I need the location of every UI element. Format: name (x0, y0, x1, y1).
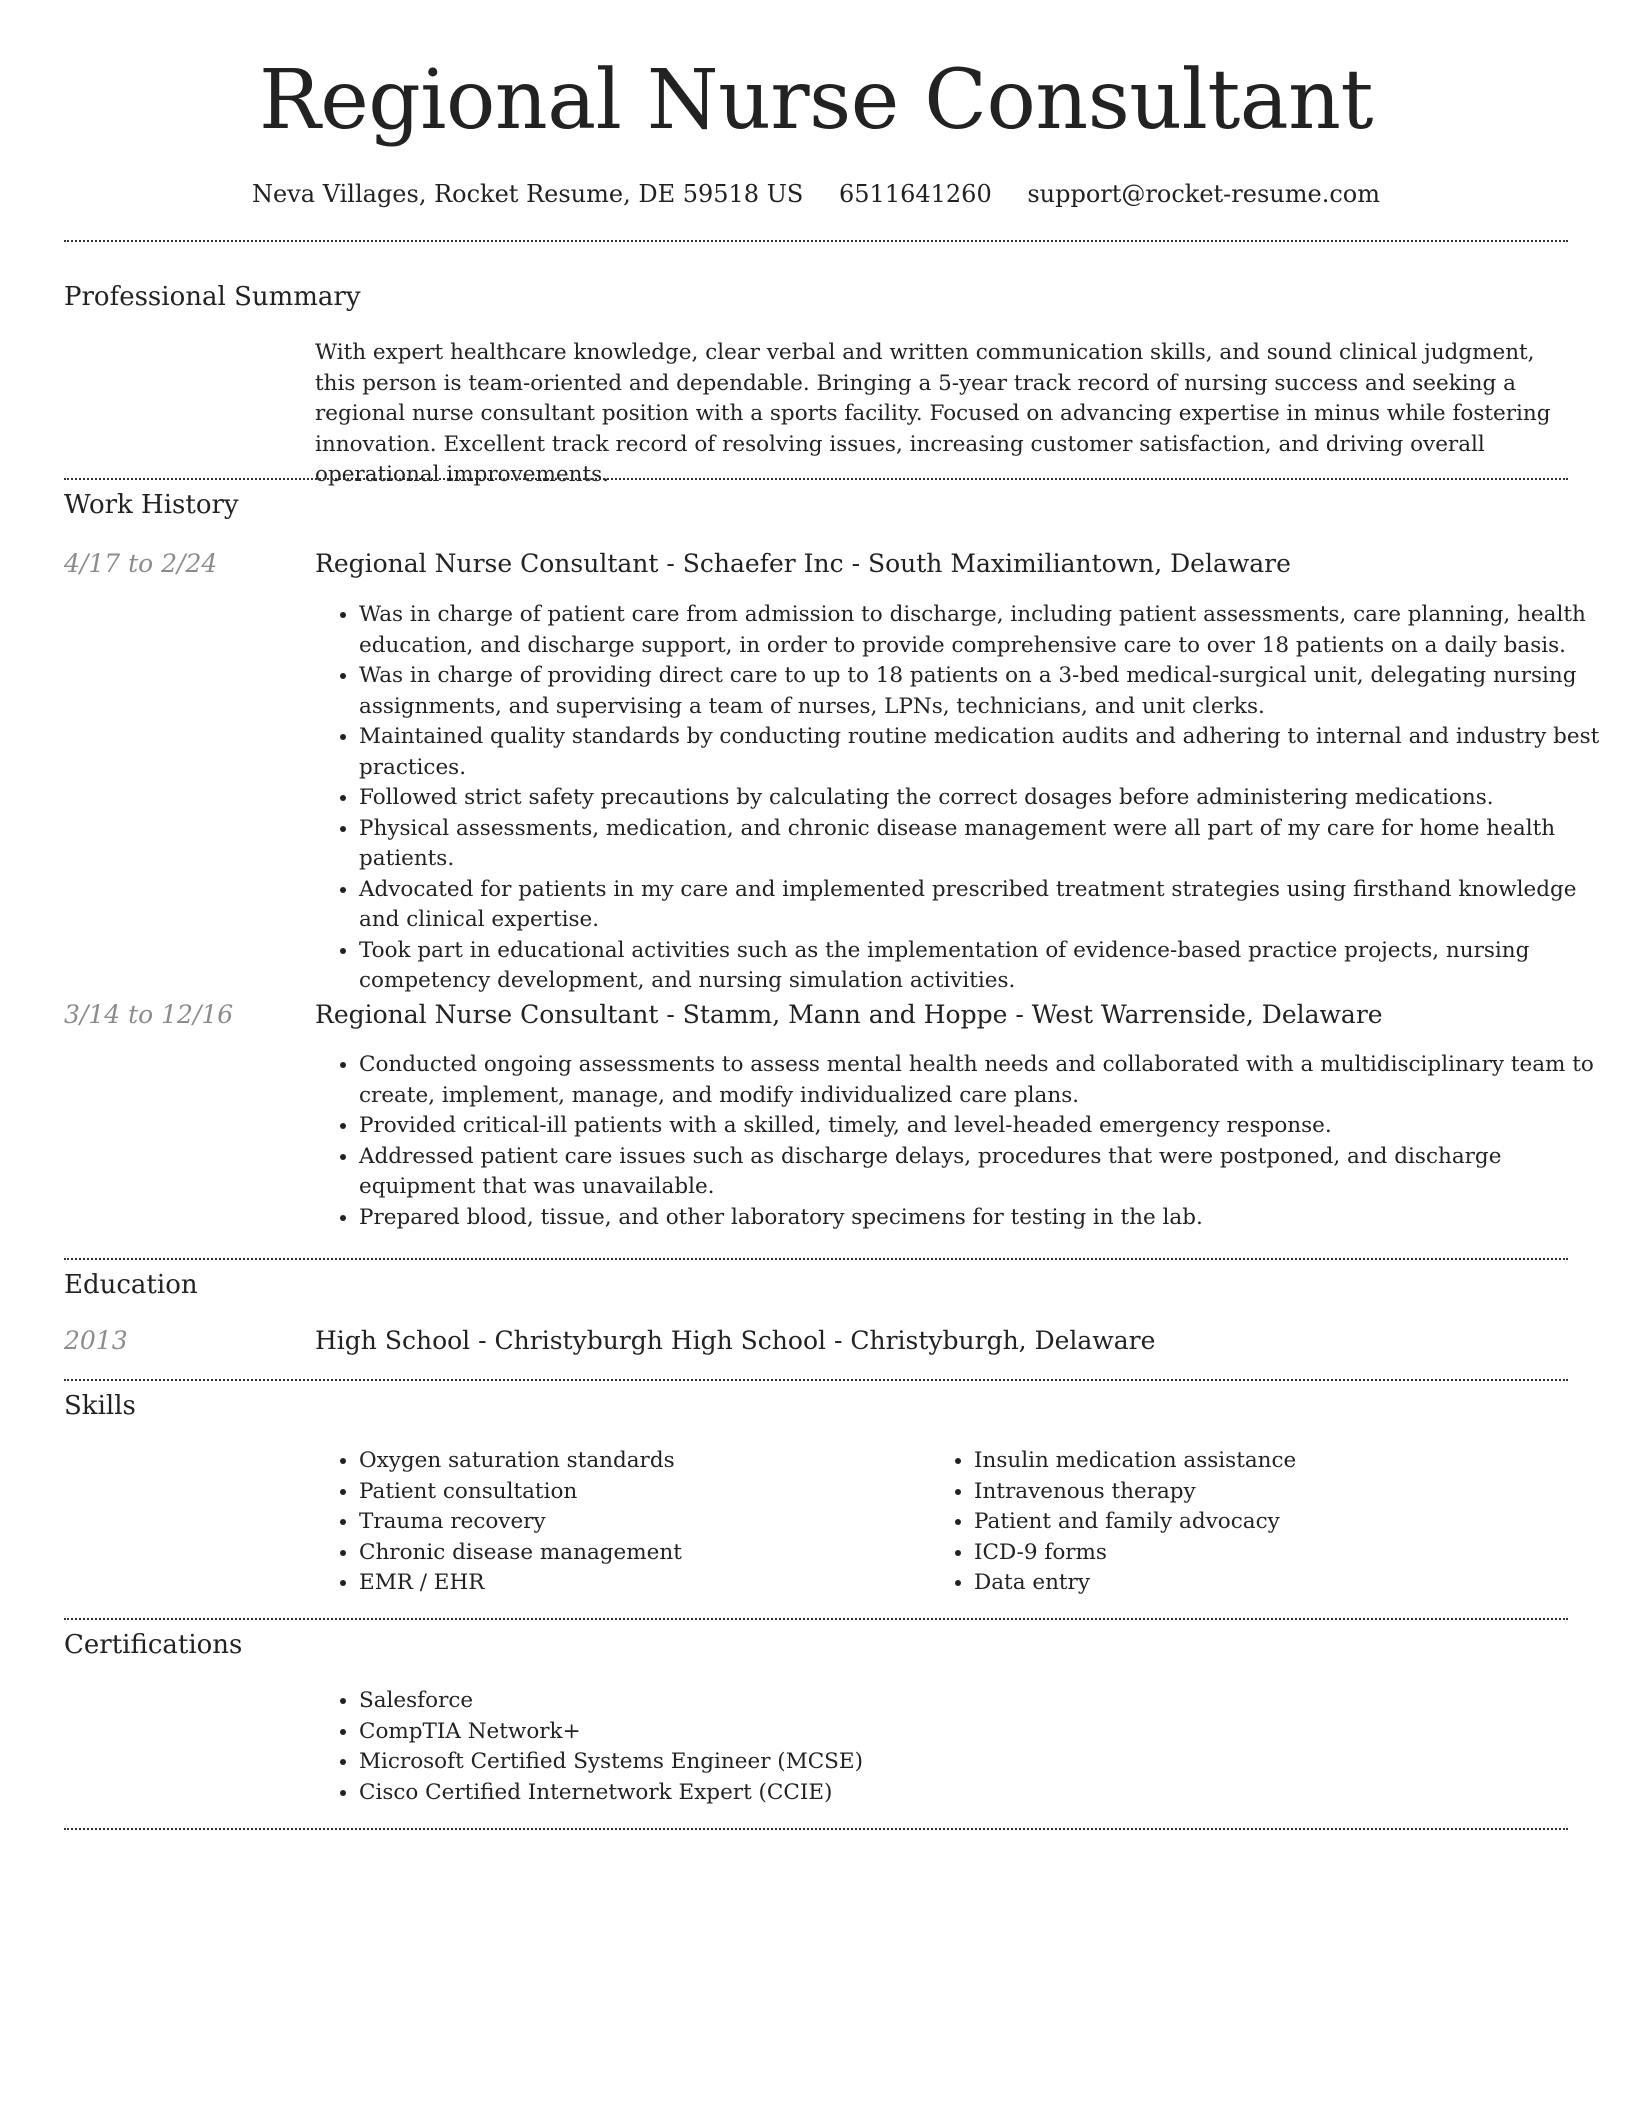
certifications-list (315, 1686, 1614, 1808)
job-bullet: • Advocated for patients in my care and implemented prescribed treatment strategies using firsthand knowledge and clinical expertise. (359, 875, 1614, 936)
job-heading: Regional Nurse Consultant - Schaefer Inc - South Maximiliantown, Delaware (315, 549, 1291, 578)
education-school: Christyburgh High School (494, 1326, 826, 1355)
work-history-heading: Work History (64, 490, 239, 520)
job-bullet: • Followed strict safety precautions by calculating the correct dosages before administering medications. (359, 783, 1614, 814)
skill-item: • Insulin medication assistance (974, 1446, 1534, 1477)
education-year: 2013 (64, 1326, 128, 1355)
job-dates: 3/14 to 12/16 (64, 1000, 234, 1029)
skill-item: • Trauma recovery (359, 1507, 919, 1538)
summary-heading: Professional Summary (64, 282, 361, 312)
job-company: Schaefer Inc (682, 549, 844, 578)
contact-email: support@rocket-resume.com (1027, 180, 1380, 208)
job-bullets (315, 1050, 1614, 1233)
contact-phone: 6511641260 (839, 180, 992, 208)
skill-item: • ICD-9 forms (974, 1538, 1534, 1569)
summary-text: With expert healthcare knowledge, clear verbal and written communication skills, and sound clinical judgment, this person is team-oriented and dependable. Bringing a 5-year track record of nursing success and seeking a regional nurse consultant position with a sports facility. Focused on advancing expertise in minus while fostering innovation. Excellent track record of resolving issues, increasing customer satisfaction, and driving overall operational improvements. (315, 340, 1551, 487)
job-bullets (315, 600, 1614, 997)
skill-item: • Data entry (974, 1568, 1534, 1599)
section-divider (64, 240, 1568, 242)
skill-item: • Patient and family advocacy (974, 1507, 1534, 1538)
skill-item: • Patient consultation (359, 1477, 919, 1508)
education-degree: High School (315, 1326, 471, 1355)
job-bullet: • Addressed patient care issues such as discharge delays, procedures that were postponed, and discharge equipment that was unavailable. (359, 1142, 1614, 1203)
job-bullet: • Was in charge of providing direct care to up to 18 patients on a 3-bed medical-surgical unit, delegating nursing assignments, and supervising a team of nurses, LPNs, technicians, and unit clerks. (359, 661, 1614, 722)
job-title: Regional Nurse Consultant (315, 1000, 659, 1029)
certifications-heading: Certifications (64, 1630, 243, 1660)
skill-item: • Oxygen saturation standards (359, 1446, 919, 1477)
job-title: Regional Nurse Consultant (315, 549, 659, 578)
education-heading: Education (64, 1270, 198, 1300)
resume-name: Regional Nurse Consultant (259, 53, 1373, 148)
section-divider (64, 1828, 1568, 1830)
section-divider (64, 1379, 1568, 1381)
section-divider (64, 478, 1568, 480)
job-bullet: • Maintained quality standards by conducting routine medication audits and adhering to internal and industry best practices. (359, 722, 1614, 783)
job-location: South Maximiliantown, Delaware (867, 549, 1291, 578)
skills-list-right (930, 1446, 1534, 1599)
certification-item: • Salesforce (359, 1686, 1614, 1717)
job-bullet: • Conducted ongoing assessments to assess mental health needs and collaborated with a multidisciplinary team to create, implement, manage, and modify individualized care plans. (359, 1050, 1614, 1111)
certification-item: • Cisco Certified Internetwork Expert (CCIE) (359, 1778, 1614, 1809)
job-bullet: • Took part in educational activities such as the implementation of evidence-based practice projects, nursing competency development, and nursing simulation activities. (359, 936, 1614, 997)
certification-item: • CompTIA Network+ (359, 1717, 1614, 1748)
education-entry: High School - Christyburgh High School - Christyburgh, Delaware (315, 1326, 1156, 1355)
job-bullet: • Prepared blood, tissue, and other laboratory specimens for testing in the lab. (359, 1203, 1614, 1234)
contact-address: Neva Villages, Rocket Resume, DE 59518 US (252, 180, 804, 208)
skill-item: • Chronic disease management (359, 1538, 919, 1569)
job-heading: Regional Nurse Consultant - Stamm, Mann and Hoppe - West Warrenside, Delaware (315, 1000, 1383, 1029)
section-divider (64, 1618, 1568, 1620)
job-bullet: • Provided critical-ill patients with a skilled, timely, and level-headed emergency response. (359, 1111, 1614, 1142)
job-location: West Warrenside, Delaware (1031, 1000, 1383, 1029)
contact-line (0, 180, 1632, 209)
job-bullet: • Was in charge of patient care from admission to discharge, including patient assessments, care planning, health education, and discharge support, in order to provide comprehensive care to over 18 patients on a daily basis. (359, 600, 1614, 661)
skill-item: • EMR / EHR (359, 1568, 919, 1599)
certification-item: • Microsoft Certified Systems Engineer (MCSE) (359, 1747, 1614, 1778)
job-company: Stamm, Mann and Hoppe (682, 1000, 1008, 1029)
job-bullet: • Physical assessments, medication, and chronic disease management were all part of my care for home health patients. (359, 814, 1614, 875)
section-divider (64, 1258, 1568, 1260)
skills-heading: Skills (64, 1391, 136, 1421)
education-location: Christyburgh, Delaware (850, 1326, 1156, 1355)
job-dates: 4/17 to 2/24 (64, 549, 218, 578)
skill-item: • Intravenous therapy (974, 1477, 1534, 1508)
skills-list-left (315, 1446, 919, 1599)
